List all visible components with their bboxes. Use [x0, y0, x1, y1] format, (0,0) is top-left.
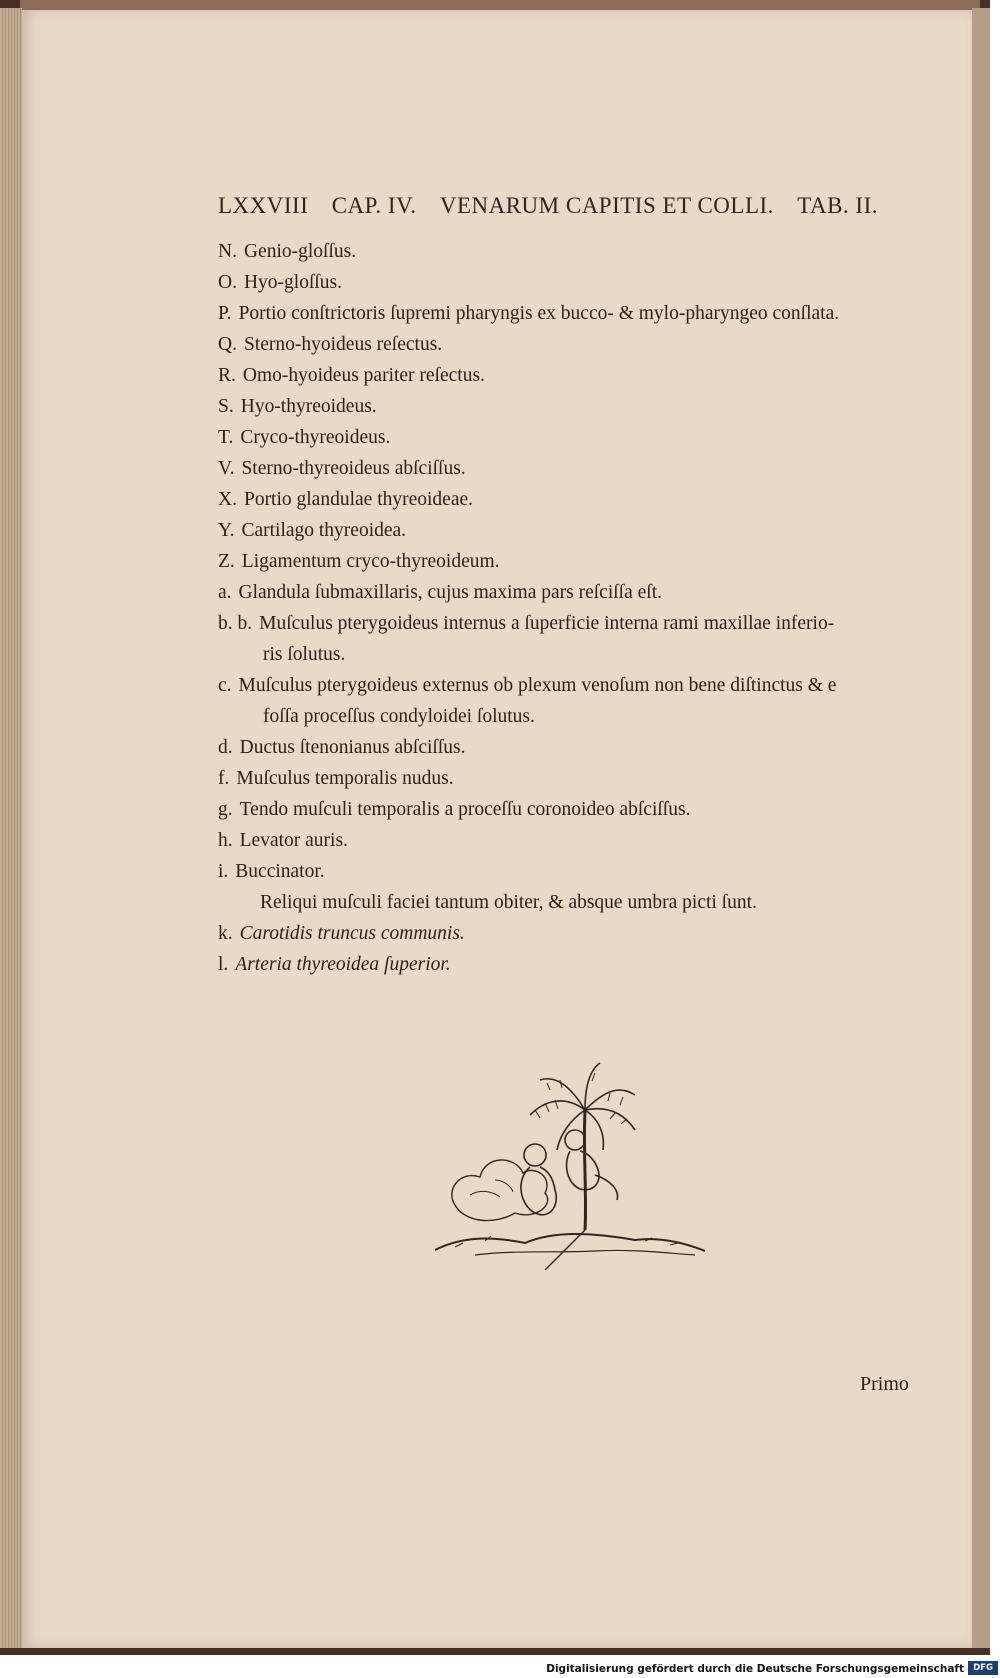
list-item	[218, 329, 918, 360]
list-item	[218, 918, 918, 949]
entry-text: Sterno-hyoideus reſectus.	[243, 334, 443, 355]
entry-key: a.	[218, 582, 232, 603]
right-page-edge	[972, 8, 990, 1648]
entry-text: Cartilago thyreoidea.	[241, 520, 407, 541]
entry-text: Muſculus pterygoideus internus a ſuperficie interna rami maxillae inferio-	[259, 613, 835, 634]
chapter-label: CAP. IV.	[331, 193, 417, 218]
list-item	[218, 763, 918, 794]
entry-key: c.	[218, 675, 232, 696]
entry-key: X.	[218, 489, 237, 510]
book-top-edge	[20, 0, 980, 10]
entry-key: d.	[218, 737, 233, 758]
list-item	[218, 360, 918, 391]
header-title: VENARUM CAPITIS ET COLLI.	[439, 193, 774, 218]
list-item	[218, 825, 918, 856]
entry-text: Muſculus temporalis nudus.	[236, 768, 454, 789]
list-item	[218, 608, 918, 670]
entry-key: g.	[218, 799, 233, 820]
list-item	[218, 546, 918, 577]
entry-text: Hyo-gloſſus.	[243, 272, 343, 293]
entry-continuation: ris ſolutus.	[263, 644, 346, 665]
entry-key: Z.	[218, 551, 235, 572]
entry-text: Portio glandulae thyreoideae.	[243, 489, 474, 510]
page-number: LXXVIII	[218, 193, 309, 218]
list-item	[218, 267, 918, 298]
list-item	[218, 794, 918, 825]
entry-text: Levator auris.	[239, 830, 348, 851]
list-item	[218, 391, 918, 422]
legend-list	[218, 236, 918, 980]
list-item	[218, 453, 918, 484]
entry-text: Omo-hyoideus pariter reſectus.	[242, 365, 485, 386]
note-paragraph: Reliqui muſculi faciei tantum obiter, & absque umbra picti ſunt.	[260, 892, 757, 913]
entry-key: Y.	[218, 520, 235, 541]
entry-text: Carotidis truncus communis.	[239, 923, 465, 944]
list-item	[218, 422, 918, 453]
entry-key: h.	[218, 830, 233, 851]
entry-key: k.	[218, 923, 233, 944]
entry-key: S.	[218, 396, 234, 417]
entry-text: Genio-gloſſus.	[243, 241, 357, 262]
list-item	[218, 515, 918, 546]
entry-text: Ductus ſtenonianus abſciſſus.	[239, 737, 466, 758]
entry-continuation: foſſa proceſſus condyloidei ſolutus.	[263, 706, 535, 727]
entry-key: b. b.	[218, 613, 253, 634]
entry-key: N.	[218, 241, 237, 262]
entry-key: l.	[218, 954, 229, 975]
dfg-logo: DFG	[968, 1661, 998, 1675]
entry-key: O.	[218, 272, 237, 293]
entry-text: Ligamentum cryco-thyreoideum.	[241, 551, 500, 572]
entry-text: Hyo-thyreoideus.	[240, 396, 377, 417]
entry-text: Muſculus pterygoideus externus ob plexum venoſum non bene diſtinctus & e	[238, 675, 837, 696]
catchword: Primo	[860, 1373, 909, 1395]
entry-key: T.	[218, 427, 234, 448]
list-item	[218, 949, 918, 980]
entry-key: R.	[218, 365, 236, 386]
ornament-vignette-image	[435, 1055, 705, 1275]
entry-text: Cryco-thyreoideus.	[240, 427, 391, 448]
table-label: TAB. II.	[797, 193, 878, 218]
entry-key: Q.	[218, 334, 237, 355]
entry-text: Tendo muſculi temporalis a proceſſu coronoideo abſciſſus.	[239, 799, 691, 820]
entry-key: i.	[218, 861, 229, 882]
entry-text: Arteria thyreoidea ſuperior.	[235, 954, 451, 975]
list-item	[218, 732, 918, 763]
entry-text: Portio conſtrictoris ſupremi pharyngis ex bucco- & mylo-pharyngeo conſlata.	[238, 303, 840, 324]
entry-text: Buccinator.	[235, 861, 325, 882]
digitization-credit: Digitalisierung gefördert durch die Deutsche Forschungsgemeinschaft	[546, 1663, 964, 1675]
list-item	[218, 577, 918, 608]
list-item	[218, 236, 918, 267]
entry-key: P.	[218, 303, 232, 324]
list-item	[218, 670, 918, 732]
entry-key: V.	[218, 458, 235, 479]
entry-text: Glandula ſubmaxillaris, cujus maxima pars reſciſſa eſt.	[238, 582, 662, 603]
list-item	[218, 856, 918, 887]
list-item	[218, 484, 918, 515]
page-edges	[0, 8, 22, 1648]
entry-key: f.	[218, 768, 230, 789]
list-item	[218, 298, 918, 329]
entry-text: Sterno-thyreoideus abſciſſus.	[241, 458, 466, 479]
running-header	[218, 193, 878, 219]
